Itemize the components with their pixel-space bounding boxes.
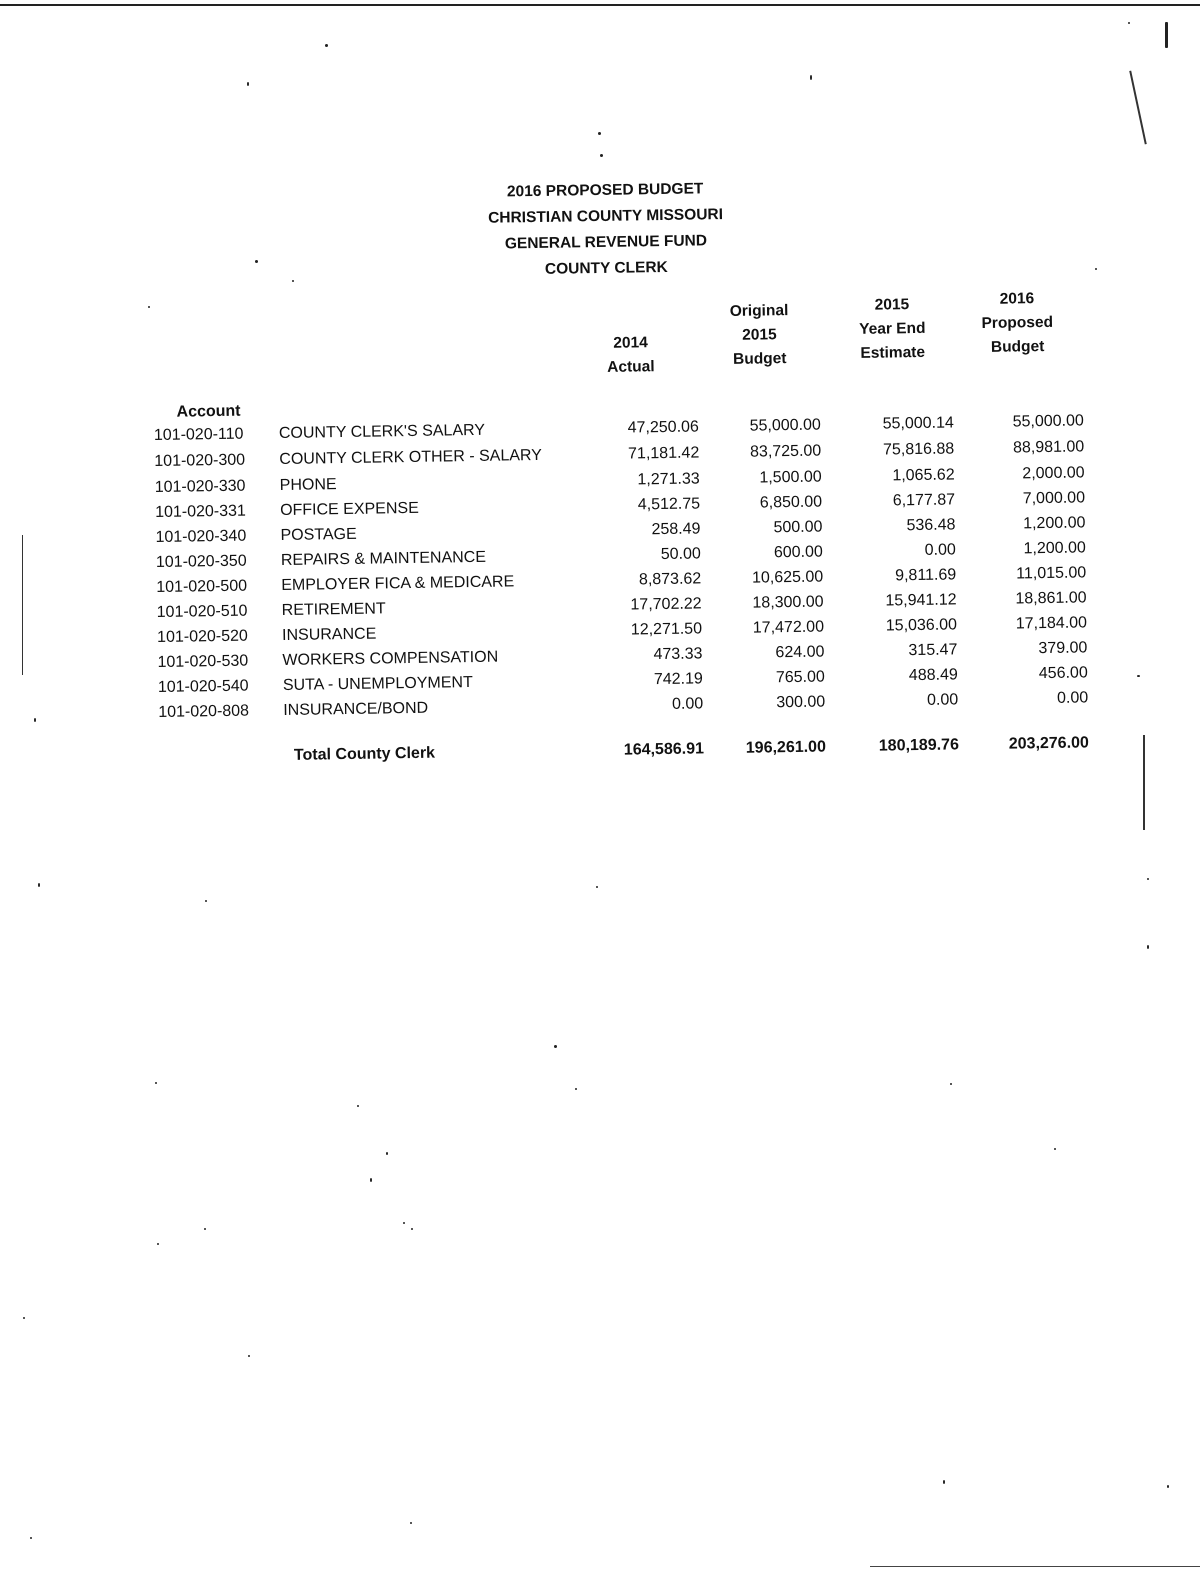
header-line-2: CHRISTIAN COUNTY MISSOURI xyxy=(488,206,724,227)
scan-speck xyxy=(204,1228,206,1230)
proposed-2016: 18,861.00 xyxy=(1015,589,1087,608)
estimate-2015: 315.47 xyxy=(908,641,958,660)
actual-2014: 8,873.62 xyxy=(638,570,702,589)
total-label: Total County Clerk xyxy=(293,744,436,764)
account-description: WORKERS COMPENSATION xyxy=(282,648,499,670)
budget-2015: 18,300.00 xyxy=(752,593,824,612)
scan-speck xyxy=(157,1243,159,1245)
budget-2015: 17,472.00 xyxy=(752,618,825,637)
actual-2014: 0.00 xyxy=(671,695,704,713)
scan-speck xyxy=(148,306,150,308)
total-actual-2014: 164,586.91 xyxy=(623,740,705,759)
account-description: INSURANCE xyxy=(281,625,377,645)
proposed-2016: 456.00 xyxy=(1038,664,1088,683)
scan-speck xyxy=(357,1105,359,1107)
scan-speck xyxy=(325,44,328,47)
account-number: 101-020-330 xyxy=(154,477,246,496)
budget-2015: 765.00 xyxy=(775,668,825,687)
col-head-2016-proposed-budget: 2016 Proposed Budget xyxy=(981,290,1054,356)
scan-speck xyxy=(205,900,207,902)
account-description: RETIREMENT xyxy=(281,600,386,620)
account-description: SUTA - UNEMPLOYMENT xyxy=(282,674,473,695)
scan-speck xyxy=(410,1522,412,1524)
scan-speck xyxy=(596,886,598,888)
proposed-2016: 88,981.00 xyxy=(1012,438,1085,457)
account-number: 101-020-500 xyxy=(156,577,248,596)
actual-2014: 258.49 xyxy=(651,520,701,539)
account-number: 101-020-530 xyxy=(157,652,249,671)
budget-2015: 83,725.00 xyxy=(749,442,822,461)
estimate-2015: 536.48 xyxy=(906,516,956,535)
estimate-2015: 55,000.14 xyxy=(882,414,954,433)
account-number: 101-020-808 xyxy=(158,702,250,721)
total-row xyxy=(4,733,1200,777)
scan-speck xyxy=(255,260,258,263)
estimate-2015: 9,811.69 xyxy=(895,566,957,585)
budget-2015: 624.00 xyxy=(775,643,825,662)
document-header xyxy=(415,175,797,285)
account-number: 101-020-340 xyxy=(155,527,247,546)
scan-speck xyxy=(292,280,294,282)
account-description: POSTAGE xyxy=(280,525,357,545)
proposed-2016: 11,015.00 xyxy=(1016,564,1087,583)
scan-speck xyxy=(403,1222,405,1224)
actual-2014: 47,250.06 xyxy=(627,418,699,437)
account-description: PHONE xyxy=(279,476,337,495)
actual-2014: 742.19 xyxy=(653,670,703,689)
estimate-2015: 75,816.88 xyxy=(882,440,955,459)
proposed-2016: 0.00 xyxy=(1056,689,1089,707)
col-head-2015-year-end-estimate: 2015 Year End Estimate xyxy=(859,296,926,362)
proposed-2016: 379.00 xyxy=(1038,639,1088,658)
scan-speck xyxy=(598,132,601,135)
scan-speck xyxy=(1128,22,1130,24)
budget-2015: 1,500.00 xyxy=(759,468,822,487)
total-proposed-2016: 203,276.00 xyxy=(1008,734,1090,753)
scan-speck xyxy=(575,1088,577,1090)
proposed-2016: 55,000.00 xyxy=(1012,412,1084,431)
actual-2014: 71,181.42 xyxy=(627,444,700,463)
budget-2015: 55,000.00 xyxy=(749,416,821,435)
actual-2014: 12,271.50 xyxy=(630,620,703,639)
account-number: 101-020-331 xyxy=(155,502,247,521)
scan-speck xyxy=(943,1480,945,1484)
scan-speck xyxy=(34,718,36,722)
account-description: EMPLOYER FICA & MEDICARE xyxy=(281,573,515,595)
header-line-1: 2016 PROPOSED BUDGET xyxy=(506,180,704,201)
actual-2014: 4,512.75 xyxy=(637,495,701,514)
account-description: OFFICE EXPENSE xyxy=(279,499,419,520)
total-estimate-2015: 180,189.76 xyxy=(878,736,960,755)
scan-speck xyxy=(38,883,40,887)
account-number: 101-020-300 xyxy=(154,451,246,470)
account-number: 101-020-110 xyxy=(153,425,244,444)
actual-2014: 473.33 xyxy=(653,645,703,664)
proposed-2016: 17,184.00 xyxy=(1015,614,1088,633)
actual-2014: 1,271.33 xyxy=(637,470,700,489)
col-head-2015-original-budget: Original 2015 Budget xyxy=(729,302,789,368)
scan-speck xyxy=(370,1178,372,1182)
account-number: 101-020-350 xyxy=(155,552,247,571)
budget-2015: 10,625.00 xyxy=(751,568,824,587)
budget-2015: 600.00 xyxy=(773,543,823,562)
scan-speck xyxy=(554,1045,557,1048)
account-number: 101-020-540 xyxy=(157,677,249,696)
scan-artifact-line xyxy=(1143,735,1145,830)
account-number: 101-020-510 xyxy=(156,602,248,621)
scan-speck xyxy=(248,1355,250,1357)
estimate-2015: 0.00 xyxy=(926,691,959,709)
scan-speck xyxy=(30,1537,32,1539)
scan-artifact-line xyxy=(22,535,23,675)
account-description: REPAIRS & MAINTENANCE xyxy=(280,548,487,570)
budget-2015: 6,850.00 xyxy=(759,493,823,512)
scan-speck xyxy=(386,1152,388,1155)
budget-2015: 300.00 xyxy=(776,693,826,712)
scan-speck xyxy=(155,1082,157,1084)
actual-2014: 17,702.22 xyxy=(630,595,702,614)
col-head-2014-actual: 2014 Actual xyxy=(607,334,655,376)
scan-speck xyxy=(1137,675,1140,677)
account-description: INSURANCE/BOND xyxy=(283,699,429,719)
account-description: COUNTY CLERK OTHER - SALARY xyxy=(279,446,543,469)
scan-mark xyxy=(1165,22,1168,48)
scan-speck xyxy=(23,1317,25,1319)
proposed-2016: 1,200.00 xyxy=(1023,514,1086,533)
scan-speck xyxy=(247,82,249,86)
estimate-2015: 15,036.00 xyxy=(885,616,958,635)
scan-speck xyxy=(600,154,603,157)
col-head-account: Account xyxy=(176,402,241,421)
scan-bottom-edge xyxy=(870,1566,1200,1567)
budget-2015: 500.00 xyxy=(773,518,823,537)
scan-speck xyxy=(1095,268,1097,270)
estimate-2015: 1,065.62 xyxy=(892,466,955,485)
account-number: 101-020-520 xyxy=(156,627,248,646)
proposed-2016: 7,000.00 xyxy=(1022,489,1086,508)
actual-2014: 50.00 xyxy=(660,545,701,564)
estimate-2015: 488.49 xyxy=(908,666,958,685)
estimate-2015: 6,177.87 xyxy=(892,491,956,510)
estimate-2015: 0.00 xyxy=(924,541,956,559)
proposed-2016: 2,000.00 xyxy=(1022,464,1085,483)
header-line-3: GENERAL REVENUE FUND xyxy=(504,232,708,253)
scan-speck xyxy=(1054,1148,1056,1150)
scan-speck xyxy=(950,1083,952,1085)
estimate-2015: 15,941.12 xyxy=(885,591,957,610)
scan-speck xyxy=(1147,945,1149,949)
proposed-2016: 1,200.00 xyxy=(1023,539,1086,558)
scan-speck xyxy=(411,1228,413,1230)
scan-speck xyxy=(1167,1485,1169,1488)
account-description: COUNTY CLERK'S SALARY xyxy=(278,421,486,443)
scan-speck xyxy=(1147,878,1149,880)
total-budget-2015: 196,261.00 xyxy=(745,738,827,757)
scan-speck xyxy=(810,75,812,80)
header-line-4: COUNTY CLERK xyxy=(544,258,668,278)
